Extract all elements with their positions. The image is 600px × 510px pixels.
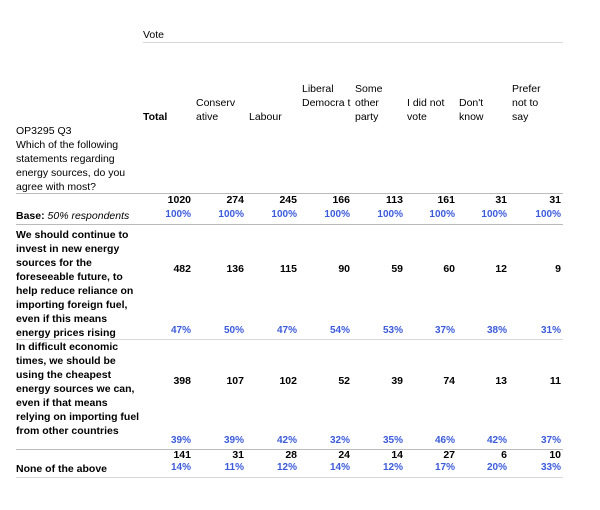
row-1-pct-total: 47% bbox=[170, 325, 191, 336]
base-pct-other: 100% bbox=[377, 209, 403, 220]
base-sublabel: 50% respondents bbox=[47, 210, 130, 222]
column-header-did-not-vote: I did not vote bbox=[407, 97, 445, 123]
row-1-count-total: 482 bbox=[173, 263, 191, 275]
column-header-prefer-not-to-say: Prefer not to say bbox=[512, 83, 541, 123]
table-bottom-divider bbox=[16, 477, 563, 478]
row-3-count-dontknow: 6 bbox=[501, 449, 507, 461]
row-2-pct-prefer: 37% bbox=[540, 435, 561, 446]
row-1-label: We should continue to invest in new energy sources for the foreseeable future, to help reduce reliance on importing foreign fuel, even if this means energy prices rising bbox=[16, 229, 134, 339]
row-2-pct-dontknow: 42% bbox=[486, 435, 507, 446]
row-1-pct-novote: 37% bbox=[434, 325, 455, 336]
row-2-count-prefer: 11 bbox=[549, 375, 561, 387]
row-2-counts bbox=[16, 375, 563, 389]
row-1-pct-labour: 47% bbox=[276, 325, 297, 336]
row-1-pct-libdem: 54% bbox=[329, 325, 350, 336]
column-header-some-other-party: Some other party bbox=[355, 83, 383, 123]
base-count-dontknow: 31 bbox=[495, 194, 507, 206]
base-counts-row bbox=[16, 194, 563, 208]
column-header-conservative: Conserv ative bbox=[196, 97, 236, 123]
row-2-count-other: 39 bbox=[391, 375, 403, 387]
row-2-pct-libdem: 32% bbox=[329, 435, 350, 446]
question-text: Which of the following statements regarding energy sources, do you agree with most? bbox=[16, 139, 126, 193]
row-1-count-other: 59 bbox=[391, 263, 403, 275]
row-3-pct-libdem: 14% bbox=[329, 462, 350, 473]
row-2-count-labour: 102 bbox=[279, 375, 297, 387]
row-1-pct-dontknow: 38% bbox=[486, 325, 507, 336]
row-3-pct-novote: 17% bbox=[434, 462, 455, 473]
row-2-pct-novote: 46% bbox=[434, 435, 455, 446]
row-2-count-conservative: 107 bbox=[226, 375, 244, 387]
base-count-total: 1020 bbox=[167, 194, 191, 206]
row-3-pct-labour: 12% bbox=[276, 462, 297, 473]
row-2-count-dontknow: 13 bbox=[495, 375, 507, 387]
base-pct-total: 100% bbox=[165, 209, 191, 220]
row-3-counts bbox=[16, 449, 563, 463]
base-label: Base: bbox=[16, 210, 45, 222]
row-2-label: In difficult economic times, we should be using the cheapest energy sources we can, even if that means relying on importing fuel from other countries bbox=[16, 341, 140, 437]
row-2-count-novote: 74 bbox=[443, 375, 455, 387]
row-1-count-conservative: 136 bbox=[226, 263, 244, 275]
row-3-count-prefer: 10 bbox=[549, 449, 561, 461]
row-2-pct-conservative: 39% bbox=[223, 435, 244, 446]
base-pct-labour: 100% bbox=[271, 209, 297, 220]
row-2-percents bbox=[16, 435, 563, 449]
column-header-dont-know: Don't know bbox=[459, 97, 484, 123]
base-count-prefer: 31 bbox=[549, 194, 561, 206]
row-3-percents bbox=[16, 462, 563, 476]
column-header-total: Total bbox=[143, 111, 168, 123]
row-3-pct-prefer: 33% bbox=[540, 462, 561, 473]
row-1-pct-conservative: 50% bbox=[223, 325, 244, 336]
row-2-count-total: 398 bbox=[173, 375, 191, 387]
row-3-pct-dontknow: 20% bbox=[486, 462, 507, 473]
row-3-pct-conservative: 11% bbox=[224, 462, 244, 473]
row-1-percents bbox=[16, 325, 563, 339]
base-pct-libdem: 100% bbox=[324, 209, 350, 220]
row-3-pct-total: 14% bbox=[170, 462, 191, 473]
row-3-count-other: 14 bbox=[391, 449, 403, 461]
row-1-count-libdem: 90 bbox=[338, 263, 350, 275]
base-percents-row bbox=[16, 209, 563, 223]
base-pct-novote: 100% bbox=[429, 209, 455, 220]
banner-divider bbox=[143, 42, 563, 43]
base-count-libdem: 166 bbox=[332, 194, 350, 206]
base-pct-conservative: 100% bbox=[218, 209, 244, 220]
row-3-count-libdem: 24 bbox=[338, 449, 350, 461]
base-count-labour: 245 bbox=[279, 194, 297, 206]
row-1-count-labour: 115 bbox=[280, 263, 297, 275]
row-1-pct-other: 53% bbox=[382, 325, 403, 336]
question-code: OP3295 Q3 bbox=[16, 125, 72, 137]
base-pct-dontknow: 100% bbox=[481, 209, 507, 220]
row-1-pct-prefer: 31% bbox=[540, 325, 561, 336]
base-count-conservative: 274 bbox=[226, 194, 244, 206]
row-3-count-labour: 28 bbox=[285, 449, 297, 461]
base-count-other: 113 bbox=[386, 194, 403, 206]
row-1-count-novote: 60 bbox=[443, 263, 455, 275]
row-2-pct-other: 35% bbox=[382, 435, 403, 446]
row-2-count-libdem: 52 bbox=[338, 375, 350, 387]
row-3-pct-other: 12% bbox=[382, 462, 403, 473]
base-pct-prefer: 100% bbox=[535, 209, 561, 220]
row-3-count-total: 141 bbox=[173, 449, 191, 461]
row-2-pct-total: 39% bbox=[170, 435, 191, 446]
base-bottom-divider bbox=[16, 224, 563, 225]
row-1-count-prefer: 9 bbox=[555, 263, 561, 275]
row-3-label: None of the above bbox=[16, 463, 108, 475]
row-1-count-dontknow: 12 bbox=[495, 263, 507, 275]
banner-label: Vote bbox=[143, 29, 165, 41]
row-2-pct-labour: 42% bbox=[276, 435, 297, 446]
row-1-counts bbox=[16, 263, 563, 277]
column-header-liberal-democrat: Liberal Democra t bbox=[302, 83, 351, 109]
row-3-count-conservative: 31 bbox=[232, 449, 244, 461]
base-count-novote: 161 bbox=[437, 194, 455, 206]
row-3-count-novote: 27 bbox=[443, 449, 455, 461]
column-header-labour: Labour bbox=[249, 111, 282, 123]
